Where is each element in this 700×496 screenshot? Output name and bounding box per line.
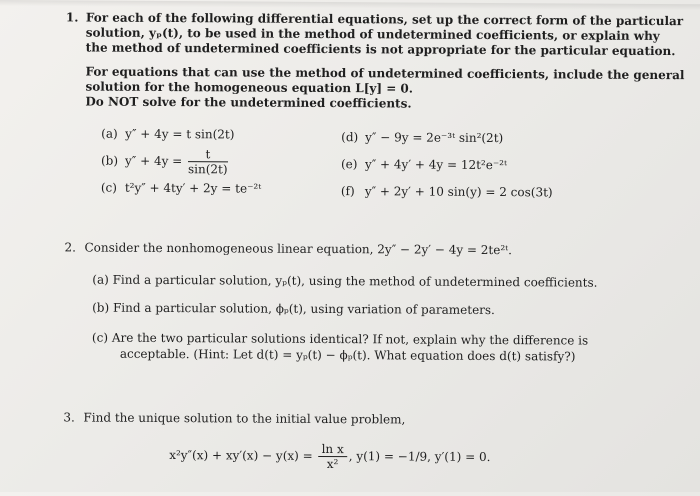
q1-item-b-numerator: t [188,147,228,162]
q1-item-b [101,147,230,177]
q2-part-c-line-2: acceptable. (Hint: Let d(t) = yₚ(t) − ϕₚ(t). What equation does d(t) satisfy?) [119,346,576,364]
q1-line-1: For each of the following differential equations, set up the correct form of the particular [85,10,684,29]
q3-lhs: x²y″(x) + xy′(x) − y(x) = [169,448,313,463]
q2-part-a: (a) Find a particular solution, yₚ(t), using the method of undetermined coefficients. [92,272,598,290]
question-2 [64,240,685,374]
q1-item-b-label: (b) [100,153,119,168]
question-3-number: 3. [63,410,75,425]
q1-item-f [341,184,553,200]
page-shadow [0,0,700,10]
q3-initial-conditions: , y(1) = −1/9, y′(1) = 0. [348,449,491,465]
q1-line-4: For equations that can use the method of undetermined coefficients, include the general [85,64,685,83]
q1-item-f-label: (f) [340,184,355,199]
q1-item-e-equation: y″ + 4y′ + 4y = 12t²e⁻²ᵗ [364,157,508,173]
q1-item-c [101,181,261,197]
q3-intro: Find the unique solution to the initial value problem, [83,410,406,427]
q1-line-6: Do NOT solve for the undetermined coefficients. [85,94,412,111]
q1-item-a [101,127,234,143]
q2-intro: Consider the nonhomogeneous linear equation, 2y″ − 2y′ − 4y = 2te²ᵗ. [84,240,513,258]
q1-item-d [341,130,503,146]
question-1 [65,10,686,219]
q1-item-b-fraction [188,147,228,176]
q1-item-c-label: (c) [100,180,117,195]
q1-item-b-denominator: sin(2t) [187,162,228,177]
q3-equation [169,441,490,472]
question-3 [63,410,683,484]
q1-item-d-equation: y″ − 9y = 2e⁻³ᵗ sin²(2t) [365,130,504,146]
question-2-number: 2. [64,240,76,255]
q1-line-5: solution for the homogeneous equation L[y] = 0. [85,79,414,96]
q1-item-d-label: (d) [341,130,359,145]
q1-item-f-equation: y″ + 2y′ + 10 sin(y) = 2 cos(3t) [364,184,553,200]
q3-numerator: ln x [319,442,347,457]
q2-part-b: (b) Find a particular solution, ϕₚ(t), using variation of parameters. [92,300,495,318]
q1-item-a-label: (a) [101,126,118,141]
question-1-number: 1. [65,10,79,25]
q1-item-a-equation: y″ + 4y = t sin(2t) [125,126,235,142]
q2-part-c-line-1: (c) Are the two particular solutions identical? If not, explain why the difference is [91,330,589,348]
q1-item-b-lhs: y″ + 4y = [124,153,183,169]
q1-item-c-equation: t²y″ + 4ty′ + 2y = te⁻²ᵗ [124,180,262,196]
q3-denominator: x² [326,457,339,472]
q1-item-e-label: (e) [340,157,358,172]
q1-item-e [341,157,507,173]
q3-fraction [318,442,346,471]
q1-line-2: solution, yₚ(t), to be used in the method of undetermined coefficients, or explain why [85,25,660,44]
q1-line-3: the method of undetermined coefficients is not appropriate for the particular equation. [85,40,676,59]
